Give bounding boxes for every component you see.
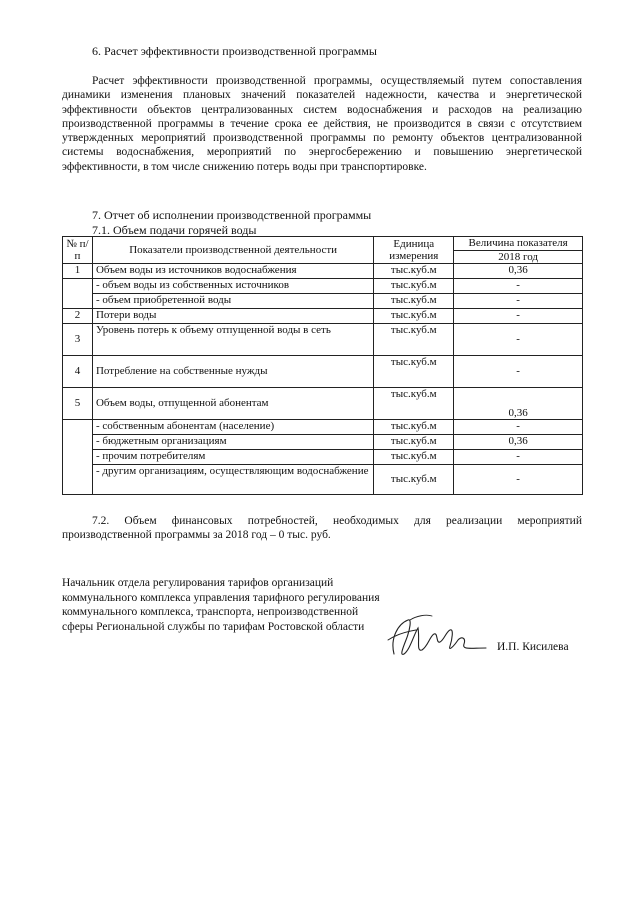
section-6-paragraph: Расчет эффективности производственной программы, осуществляемый путем сопоставления динамики изменения плановых значений показателей надежности, качества и энергетической эффективности объектов централизованных систем водоснабжения и расходов на реализацию производственной программы в течение срока ее действия, не производится в связи с отсутствием утвержденных мероприятий производственной программы по ремонту объектов централизованной системы водоснабжения, мероприятий по энергосбережению и повышению энергетической эффективности, в том числе снижению потерь воды при транспортировке.	[62, 75, 582, 173]
row-value: -	[454, 356, 583, 388]
row-value: -	[454, 450, 583, 465]
row-num	[63, 420, 93, 495]
table-row	[63, 420, 583, 435]
row-num: 3	[63, 324, 93, 356]
row-unit: тыс.куб.м	[374, 435, 454, 450]
row-value: 0,36	[454, 435, 583, 450]
row-unit: тыс.куб.м	[374, 279, 454, 294]
header-unit: Единица измерения	[374, 237, 454, 264]
row-indicator: - собственным абонентам (население)	[92, 420, 373, 435]
row-indicator: - бюджетным организациям	[92, 435, 373, 450]
row-indicator: - объем воды из собственных источников	[92, 279, 373, 294]
table-row	[63, 450, 583, 465]
table-row	[63, 388, 583, 420]
row-num: 4	[63, 356, 93, 388]
table-row	[63, 465, 583, 495]
row-indicator: Потребление на собственные нужды	[92, 356, 373, 388]
table-row	[63, 356, 583, 388]
row-value: -	[454, 420, 583, 435]
row-indicator: - прочим потребителям	[92, 450, 373, 465]
section-7-2-paragraph: 7.2. Объем финансовых потребностей, необходимых для реализации мероприятий производственной программы за 2018 год – 0 тыс. руб.	[62, 515, 582, 542]
row-unit: тыс.куб.м	[374, 309, 454, 324]
row-unit: тыс.куб.м	[374, 324, 454, 356]
row-value: -	[454, 324, 583, 356]
table-row	[63, 279, 583, 294]
row-unit: тыс.куб.м	[374, 294, 454, 309]
section-6-heading: 6. Расчет эффективности производственной программы	[92, 44, 377, 58]
production-report-table	[62, 236, 583, 495]
row-indicator: Потери воды	[92, 309, 373, 324]
row-num: 1	[63, 264, 93, 279]
row-num	[63, 279, 93, 309]
row-value: -	[454, 309, 583, 324]
table-row	[63, 294, 583, 309]
table-row	[63, 264, 583, 279]
row-unit: тыс.куб.м	[374, 450, 454, 465]
row-num: 2	[63, 309, 93, 324]
row-indicator: Объем воды из источников водоснабжения	[92, 264, 373, 279]
row-unit: тыс.куб.м	[374, 264, 454, 279]
row-value: -	[454, 279, 583, 294]
header-value: Величина показателя	[454, 237, 583, 251]
row-indicator: - объем приобретенной воды	[92, 294, 373, 309]
row-value: -	[454, 294, 583, 309]
signatory-name: И.П. Кисилева	[497, 641, 569, 653]
handwritten-signature	[380, 610, 490, 666]
header-year: 2018 год	[454, 250, 583, 264]
row-unit: тыс.куб.м	[374, 388, 454, 420]
section-7-1-heading: 7.1. Объем подачи горячей воды	[92, 223, 257, 237]
row-indicator: Уровень потерь к объему отпущенной воды в сеть	[92, 324, 373, 356]
table-row	[63, 324, 583, 356]
row-value: 0,36	[454, 264, 583, 279]
row-unit: тыс.куб.м	[374, 420, 454, 435]
row-unit: тыс.куб.м	[374, 465, 454, 495]
section-7-heading: 7. Отчет об исполнении производственной программы	[92, 208, 372, 222]
header-indicator: Показатели производственной деятельности	[92, 237, 373, 264]
row-unit: тыс.куб.м	[374, 356, 454, 388]
table-row	[63, 309, 583, 324]
row-value: 0,36	[454, 388, 583, 420]
row-num: 5	[63, 388, 93, 420]
table-row	[63, 435, 583, 450]
row-value: -	[454, 465, 583, 495]
row-indicator: Объем воды, отпущенной абонентам	[92, 388, 373, 420]
header-num: № п/п	[63, 237, 93, 264]
signatory-position: Начальник отдела регулирования тарифов организаций коммунального комплекса управления тарифного регулирования коммунального комплекса, транспорта, непроизводственной сферы Региональной службы по тарифам Ростовской области	[62, 577, 380, 633]
row-indicator: - другим организациям, осуществляющим водоснабжение	[92, 465, 373, 495]
